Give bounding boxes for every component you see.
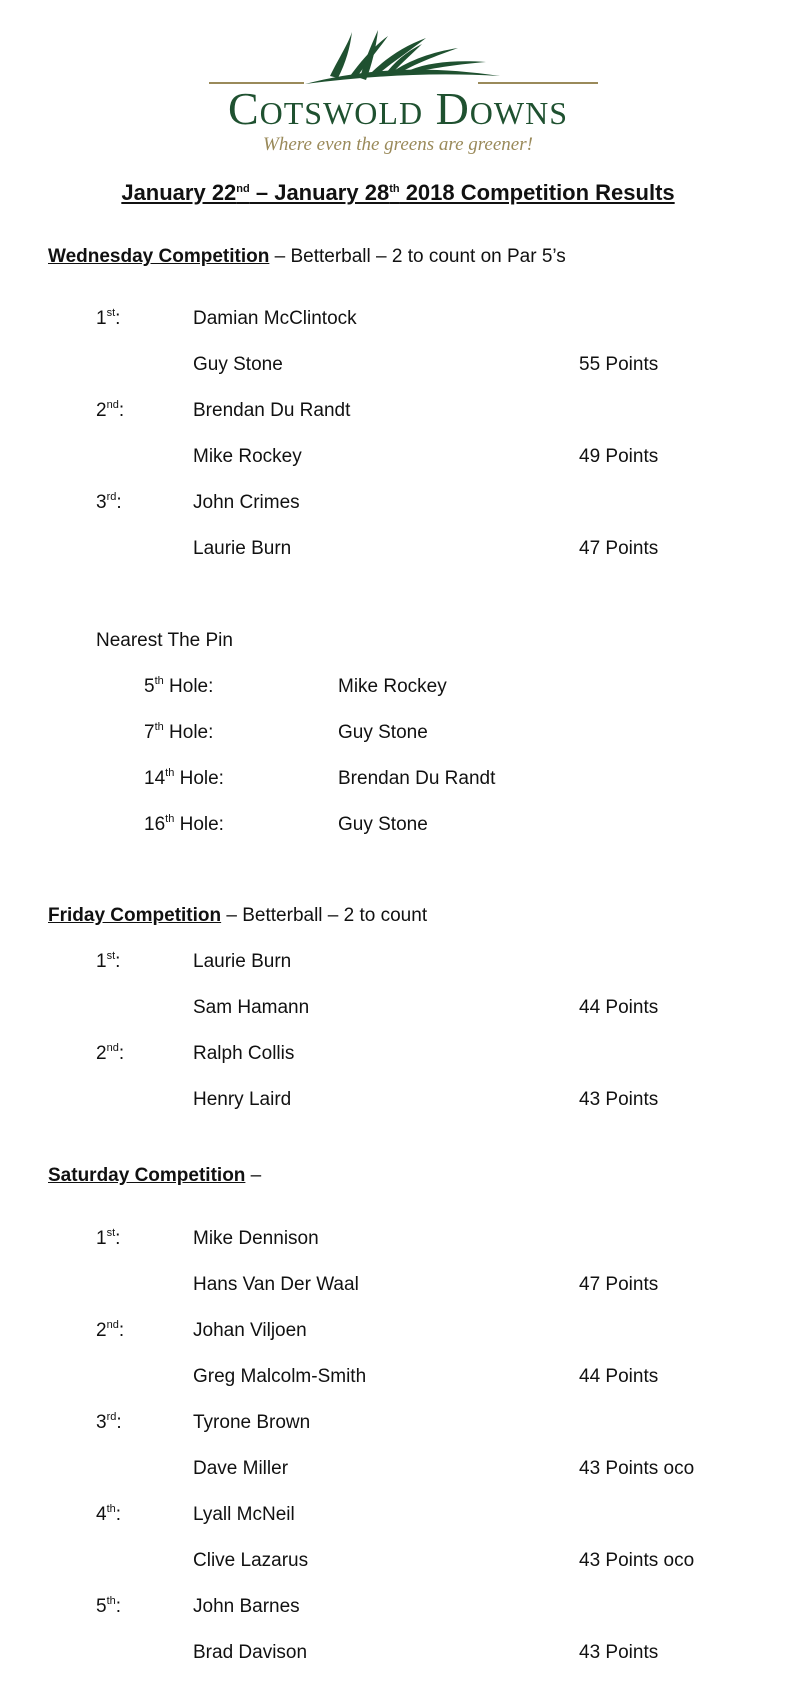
points-value: 43 Points oco <box>579 1458 695 1479</box>
place-label: 2nd: <box>96 399 125 421</box>
player-name: Lyall McNeil <box>193 1504 295 1525</box>
place-label: 4th: <box>96 1503 122 1525</box>
points-value: 43 Points <box>579 1089 659 1110</box>
player-name: Laurie Burn <box>193 951 292 972</box>
place-label: 2nd: <box>96 1042 125 1064</box>
points-value: 44 Points <box>579 1366 659 1387</box>
player-name: Henry Laird <box>193 1089 292 1110</box>
player-name: Brad Davison <box>193 1642 308 1663</box>
pin-winner: Mike Rockey <box>338 676 447 697</box>
wednesday-title: Wednesday Competition <box>48 246 270 267</box>
player-name: Damian McClintock <box>193 308 357 329</box>
player-name: Tyrone Brown <box>193 1412 311 1433</box>
hole-label: 5th Hole: <box>144 675 214 697</box>
points-value: 55 Points <box>579 354 659 375</box>
hole-label: 16th Hole: <box>144 813 224 835</box>
points-value: 47 Points <box>579 538 659 559</box>
player-name: Laurie Burn <box>193 538 292 559</box>
player-name: Mike Rockey <box>193 446 302 467</box>
player-name: John Crimes <box>193 492 300 513</box>
place-label: 1st: <box>96 307 121 329</box>
player-name: Clive Lazarus <box>193 1550 309 1571</box>
nearest-pin-title: Nearest The Pin <box>96 630 233 651</box>
friday-title: Friday Competition <box>48 905 222 926</box>
friday-heading <box>48 905 427 927</box>
saturday-heading <box>48 1165 261 1187</box>
logo-tagline: Where even the greens are greener! <box>263 134 533 155</box>
page-title: January 22nd – January 28th 2018 Competition Results <box>121 180 675 205</box>
player-name: Johan Viljoen <box>193 1320 307 1341</box>
player-name: Mike Dennison <box>193 1228 319 1249</box>
place-label: 2nd: <box>96 1319 125 1341</box>
player-name: Dave Miller <box>193 1458 289 1479</box>
player-name: Sam Hamann <box>193 997 310 1018</box>
points-value: 43 Points <box>579 1642 659 1663</box>
player-name: Hans Van Der Waal <box>193 1274 359 1295</box>
pin-winner: Guy Stone <box>338 814 428 835</box>
points-value: 47 Points <box>579 1274 659 1295</box>
saturday-format: – <box>245 1165 262 1186</box>
logo-wordmark: Cotswold Downs <box>227 83 569 134</box>
friday-format: – Betterball – 2 to count <box>221 905 428 926</box>
saturday-title: Saturday Competition <box>48 1165 246 1186</box>
grass-logo-icon <box>300 26 510 88</box>
place-label: 5th: <box>96 1595 122 1617</box>
hole-label: 7th Hole: <box>144 721 214 743</box>
place-label: 1st: <box>96 950 121 972</box>
place-label: 3rd: <box>96 1411 122 1433</box>
points-value: 44 Points <box>579 997 659 1018</box>
points-value: 43 Points oco <box>579 1550 695 1571</box>
hole-label: 14th Hole: <box>144 767 224 789</box>
wednesday-format: – Betterball – 2 to count on Par 5’s <box>269 246 566 267</box>
player-name: Brendan Du Randt <box>193 400 351 421</box>
pin-winner: Brendan Du Randt <box>338 768 496 789</box>
player-name: John Barnes <box>193 1596 300 1617</box>
player-name: Greg Malcolm-Smith <box>193 1366 367 1387</box>
player-name: Guy Stone <box>193 354 283 375</box>
wednesday-heading <box>48 246 566 268</box>
place-label: 3rd: <box>96 491 122 513</box>
points-value: 49 Points <box>579 446 659 467</box>
player-name: Ralph Collis <box>193 1043 295 1064</box>
place-label: 1st: <box>96 1227 121 1249</box>
pin-winner: Guy Stone <box>338 722 428 743</box>
